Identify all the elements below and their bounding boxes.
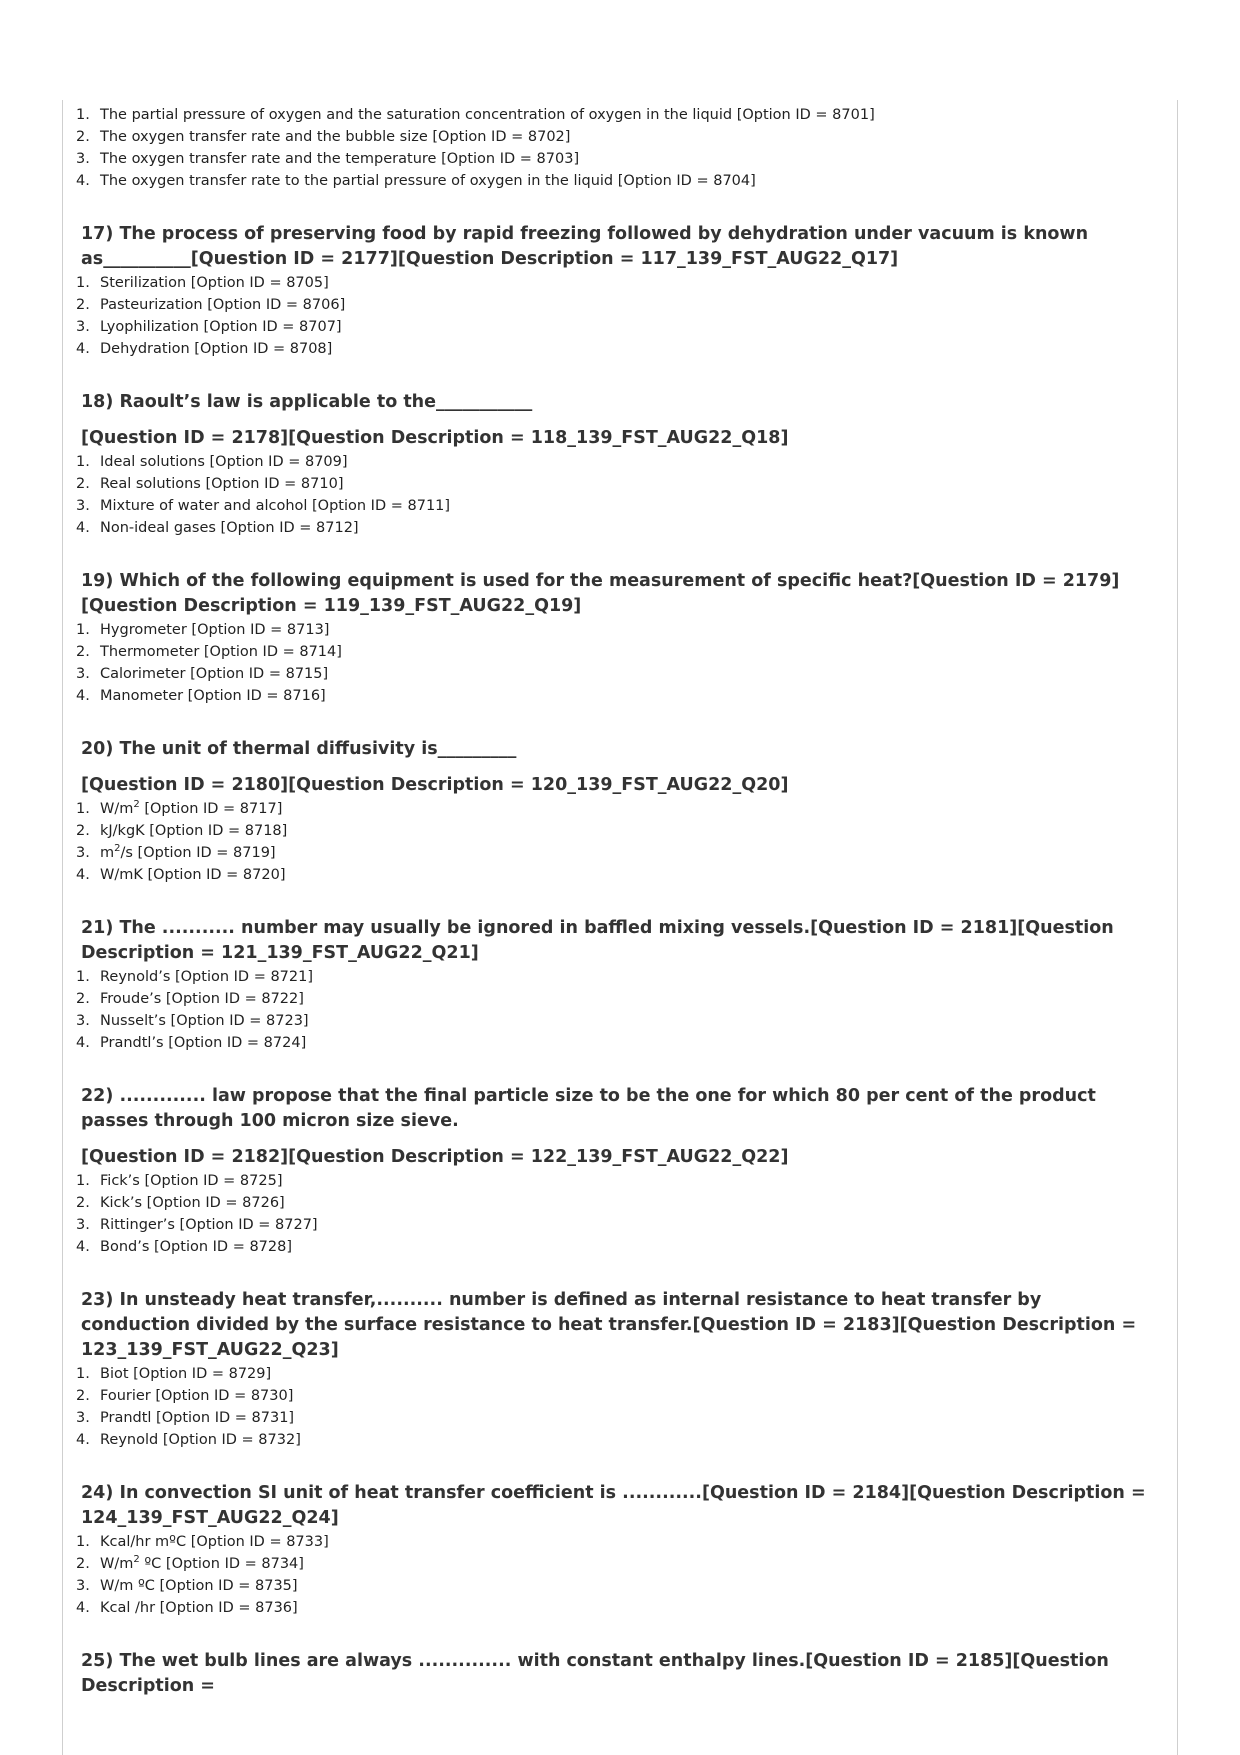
option-list xyxy=(76,619,1156,707)
option-number: 4. xyxy=(76,1600,90,1616)
option-item xyxy=(76,1010,1156,1032)
option-text: Dehydration [Option ID = 8708] xyxy=(100,341,333,357)
option-text: Bond’s [Option ID = 8728] xyxy=(100,1239,293,1255)
option-number: 2. xyxy=(76,129,90,145)
option-text: Lyophilization [Option ID = 8707] xyxy=(100,319,342,335)
question-text: 22) ............. law propose that the final particle size to be the one for which 80 per cent of the product passes through 100 micron size sieve. xyxy=(81,1086,1096,1131)
question-block xyxy=(76,916,1156,1054)
option-number: 3. xyxy=(76,666,90,682)
option-number: 4. xyxy=(76,1035,90,1051)
option-item xyxy=(76,641,1156,663)
question-text: 23) In unsteady heat transfer,.......... number is defined as internal resistance to heat transfer by conduction divided by the surface resistance to heat transfer.[Question ID = 2183][Question Description = 123_139_FST_AUG22_Q23] xyxy=(81,1290,1137,1360)
option-item xyxy=(76,1236,1156,1258)
option-item xyxy=(76,1597,1156,1619)
option-text: Biot [Option ID = 8729] xyxy=(100,1366,272,1382)
option-item xyxy=(76,1363,1156,1385)
option-number: 1. xyxy=(76,1366,90,1382)
option-number: 2. xyxy=(76,991,90,1007)
option-number: 2. xyxy=(76,1195,90,1211)
option-text: Manometer [Option ID = 8716] xyxy=(100,688,326,704)
option-text: Kcal/hr mºC [Option ID = 8733] xyxy=(100,1534,329,1550)
option-item xyxy=(76,619,1156,641)
option-text: Prandtl [Option ID = 8731] xyxy=(100,1410,295,1426)
option-number: 1. xyxy=(76,1534,90,1550)
option-item xyxy=(76,1429,1156,1451)
option-text: W/m ºC [Option ID = 8735] xyxy=(100,1578,298,1594)
option-item xyxy=(76,1032,1156,1054)
option-number: 4. xyxy=(76,520,90,536)
option-number: 1. xyxy=(76,107,90,123)
option-list xyxy=(76,272,1156,360)
option-item xyxy=(76,966,1156,988)
option-number: 3. xyxy=(76,498,90,514)
question-text: 17) The process of preserving food by rapid freezing followed by dehydration under vacuum is known as__________[Question ID = 2177][Question Description = 117_139_FST_AUG22_Q17] xyxy=(81,224,1089,269)
option-number: 2. xyxy=(76,1556,90,1572)
option-text: Pasteurization [Option ID = 8706] xyxy=(100,297,346,313)
option-number: 4. xyxy=(76,341,90,357)
option-item xyxy=(76,451,1156,473)
question-text: 25) The wet bulb lines are always .............. with constant enthalpy lines.[Question ID = 2185][Question Description = xyxy=(81,1651,1109,1696)
question-id: [Question ID = 2180][Question Description = 120_139_FST_AUG22_Q20] xyxy=(81,775,789,795)
option-text-suffix: /s [Option ID = 8719] xyxy=(120,845,276,861)
option-item xyxy=(76,294,1156,316)
superscript: 2 xyxy=(133,799,140,811)
question-block xyxy=(76,222,1156,360)
option-item xyxy=(76,495,1156,517)
option-number: 4. xyxy=(76,173,90,189)
option-item xyxy=(76,988,1156,1010)
option-number: 2. xyxy=(76,476,90,492)
option-list xyxy=(76,104,1156,192)
option-text: Froude’s [Option ID = 8722] xyxy=(100,991,304,1007)
option-text: Calorimeter [Option ID = 8715] xyxy=(100,666,329,682)
option-text: Real solutions [Option ID = 8710] xyxy=(100,476,344,492)
option-text: Kick’s [Option ID = 8726] xyxy=(100,1195,285,1211)
option-number: 3. xyxy=(76,151,90,167)
option-text: Fourier [Option ID = 8730] xyxy=(100,1388,294,1404)
option-number: 4. xyxy=(76,1432,90,1448)
option-number: 2. xyxy=(76,297,90,313)
option-text: W/m xyxy=(100,801,134,817)
option-list xyxy=(76,798,1156,886)
option-number: 1. xyxy=(76,969,90,985)
question-id: [Question ID = 2182][Question Description = 122_139_FST_AUG22_Q22] xyxy=(81,1147,789,1167)
option-text: Fick’s [Option ID = 8725] xyxy=(100,1173,283,1189)
option-item xyxy=(76,316,1156,338)
option-text: Thermometer [Option ID = 8714] xyxy=(100,644,342,660)
option-number: 3. xyxy=(76,1578,90,1594)
option-list xyxy=(76,1170,1156,1258)
option-number: 3. xyxy=(76,1217,90,1233)
option-item xyxy=(76,864,1156,886)
option-number: 3. xyxy=(76,845,90,861)
option-item xyxy=(76,473,1156,495)
option-text: Ideal solutions [Option ID = 8709] xyxy=(100,454,348,470)
option-text: Reynold [Option ID = 8732] xyxy=(100,1432,301,1448)
option-item xyxy=(76,104,1156,126)
option-text: Prandtl’s [Option ID = 8724] xyxy=(100,1035,307,1051)
option-number: 1. xyxy=(76,454,90,470)
question-text: 18) Raoult’s law is applicable to the___________ xyxy=(81,392,533,412)
superscript: 2 xyxy=(133,1554,140,1566)
option-number: 4. xyxy=(76,1239,90,1255)
questions-container xyxy=(76,222,1156,1699)
option-item xyxy=(76,126,1156,148)
option-item xyxy=(76,842,1156,864)
question-text: 21) The ........... number may usually be ignored in baffled mixing vessels.[Question ID = 2181][Question Description = 121_139_FST_AUG22_Q21] xyxy=(81,918,1114,963)
option-item xyxy=(76,663,1156,685)
option-text: Kcal /hr [Option ID = 8736] xyxy=(100,1600,298,1616)
question-block xyxy=(76,737,1156,886)
option-item xyxy=(76,338,1156,360)
option-number: 1. xyxy=(76,1173,90,1189)
option-number: 2. xyxy=(76,644,90,660)
option-number: 3. xyxy=(76,1410,90,1426)
question-block xyxy=(76,1084,1156,1258)
option-number: 3. xyxy=(76,1013,90,1029)
option-text: Rittinger’s [Option ID = 8727] xyxy=(100,1217,318,1233)
option-number: 2. xyxy=(76,1388,90,1404)
option-text-suffix: ºC [Option ID = 8734] xyxy=(139,1556,304,1572)
option-list xyxy=(76,966,1156,1054)
option-text-suffix: [Option ID = 8717] xyxy=(139,801,283,817)
option-item xyxy=(76,1575,1156,1597)
option-number: 1. xyxy=(76,801,90,817)
question-id: [Question ID = 2178][Question Description = 118_139_FST_AUG22_Q18] xyxy=(81,428,789,448)
option-list xyxy=(76,1531,1156,1619)
option-item xyxy=(76,1553,1156,1575)
option-item xyxy=(76,517,1156,539)
option-text: m xyxy=(100,845,115,861)
option-text: W/mK [Option ID = 8720] xyxy=(100,867,286,883)
option-item xyxy=(76,1214,1156,1236)
option-number: 1. xyxy=(76,622,90,638)
option-text: The oxygen transfer rate and the temperature [Option ID = 8703] xyxy=(100,151,580,167)
option-item xyxy=(76,1170,1156,1192)
option-text: Mixture of water and alcohol [Option ID = 8711] xyxy=(100,498,451,514)
option-list xyxy=(76,451,1156,539)
question-text: 24) In convection SI unit of heat transfer coefficient is ............[Question ID = 2184][Question Description = 124_139_FST_AUG22_Q24] xyxy=(81,1483,1146,1528)
page-content xyxy=(76,104,1156,1699)
option-item xyxy=(76,272,1156,294)
question-text: 19) Which of the following equipment is used for the measurement of specific heat?[Question ID = 2179][Question Description = 119_139_FST_AUG22_Q19] xyxy=(81,571,1120,616)
option-text: kJ/kgK [Option ID = 8718] xyxy=(100,823,288,839)
option-text: The oxygen transfer rate to the partial pressure of oxygen in the liquid [Option ID = 8704] xyxy=(100,173,756,189)
option-number: 1. xyxy=(76,275,90,291)
question-block xyxy=(76,569,1156,707)
option-text: Hygrometer [Option ID = 8713] xyxy=(100,622,330,638)
option-text: The partial pressure of oxygen and the saturation concentration of oxygen in the liquid [Option ID = 8701] xyxy=(100,107,875,123)
question-block xyxy=(76,1649,1156,1699)
option-text: Nusselt’s [Option ID = 8723] xyxy=(100,1013,309,1029)
option-item xyxy=(76,170,1156,192)
question-block xyxy=(76,1288,1156,1451)
option-text: Reynold’s [Option ID = 8721] xyxy=(100,969,314,985)
option-number: 3. xyxy=(76,319,90,335)
option-item xyxy=(76,798,1156,820)
superscript: 2 xyxy=(114,843,121,855)
option-item xyxy=(76,1531,1156,1553)
option-list xyxy=(76,1363,1156,1451)
option-text: Sterilization [Option ID = 8705] xyxy=(100,275,329,291)
question-text: 20) The unit of thermal diffusivity is_________ xyxy=(81,739,517,759)
option-text: Non-ideal gases [Option ID = 8712] xyxy=(100,520,359,536)
option-item xyxy=(76,820,1156,842)
question-block xyxy=(76,1481,1156,1619)
option-text: The oxygen transfer rate and the bubble size [Option ID = 8702] xyxy=(100,129,571,145)
option-item xyxy=(76,1407,1156,1429)
option-number: 2. xyxy=(76,823,90,839)
option-item xyxy=(76,1192,1156,1214)
option-text: W/m xyxy=(100,1556,134,1572)
option-number: 4. xyxy=(76,867,90,883)
option-item xyxy=(76,148,1156,170)
option-item xyxy=(76,1385,1156,1407)
option-item xyxy=(76,685,1156,707)
question-block xyxy=(76,390,1156,539)
option-number: 4. xyxy=(76,688,90,704)
